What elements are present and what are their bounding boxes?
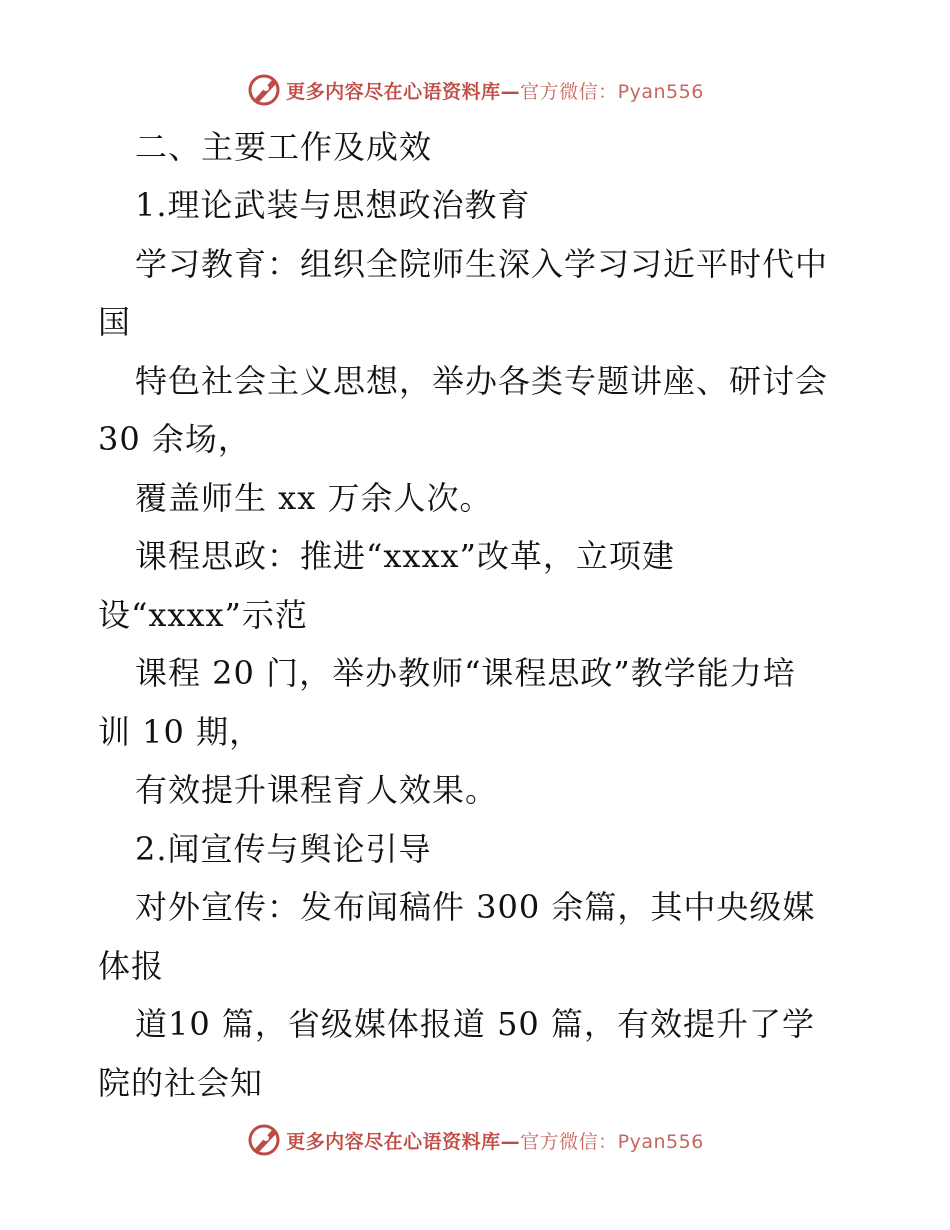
paragraph-line: 设“xxxx”示范 (98, 596, 308, 634)
paragraph-line: 学习教育：组织全院师生深入学习习近平时代中 (135, 245, 829, 283)
paragraph-line: 道10 篇，省级媒体报道 50 篇，有效提升了学 (135, 1005, 815, 1043)
pen-logo-icon (246, 1122, 282, 1158)
paragraph-line: 特色社会主义思想，举办各类专题讲座、研讨会 (135, 362, 829, 400)
paragraph-line: 训 10 期， (98, 713, 263, 751)
paragraph-line: 国 (98, 303, 132, 341)
paragraph-line: 覆盖师生 xx 万余人次。 (135, 479, 493, 517)
paragraph-line: 课程 20 门，举办教师“课程思政”教学能力培 (135, 654, 796, 692)
watermark-header (0, 70, 950, 110)
watermark-text: 更多内容尽在心语资料库—官方微信：Pyan556 (286, 80, 704, 103)
section-heading: 二、主要工作及成效 (135, 128, 433, 166)
paragraph-line: 对外宣传：发布闻稿件 300 余篇，其中央级媒 (135, 888, 816, 926)
paragraph-line: 课程思政：推进“xxxx”改革，立项建 (135, 537, 675, 575)
watermark-footer (0, 1120, 950, 1160)
paragraph-line: 体报 (98, 947, 165, 985)
subsection-heading: 1.理论武装与思想政治教育 (135, 186, 531, 224)
paragraph-line: 院的社会知 (98, 1064, 264, 1102)
paragraph-line: 30 余场， (98, 420, 251, 458)
subsection-heading: 2.闻宣传与舆论引导 (135, 830, 432, 868)
pen-logo-icon (246, 72, 282, 108)
paragraph-line: 有效提升课程育人效果。 (135, 771, 499, 809)
watermark-text: 更多内容尽在心语资料库—官方微信：Pyan556 (286, 1130, 704, 1153)
